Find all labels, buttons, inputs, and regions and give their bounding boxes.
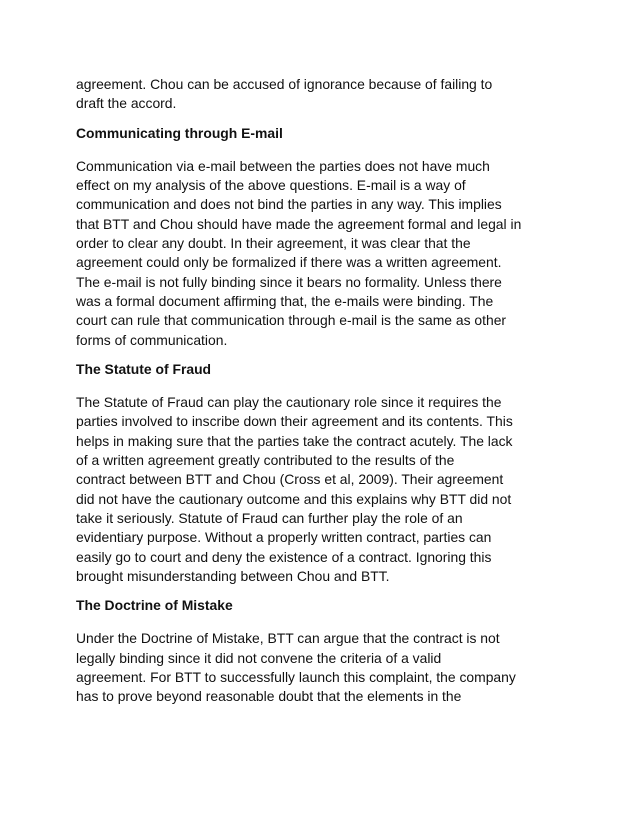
section-heading-statute: The Statute of Fraud [76, 360, 212, 377]
text-line: take it seriously. Statute of Fraud can further play the role of an [76, 509, 463, 526]
text-line: was a formal document affirming that, the e-mails were binding. The [76, 292, 494, 309]
text-line: evidentiary purpose. Without a properly written contract, parties can [76, 529, 492, 546]
text-line: draft the accord. [76, 95, 177, 112]
text-line: The e-mail is not fully binding since it bears no formality. Unless there [76, 273, 502, 290]
text-line: did not have the cautionary outcome and this explains why BTT did not [76, 490, 512, 507]
text-line: agreement could only be formalized if there was a written agreement. [76, 254, 502, 271]
section-paragraph-mistake [76, 629, 566, 706]
text-line: forms of communication. [76, 331, 228, 348]
intro-paragraph [76, 75, 566, 114]
text-line: communication and does not bind the parties in any way. This implies [76, 196, 502, 213]
text-line: has to prove beyond reasonable doubt that the elements in the [76, 688, 462, 705]
text-line: parties involved to inscribe down their agreement and its contents. This [76, 413, 513, 430]
text-line: effect on my analysis of the above questions. E-mail is a way of [76, 177, 466, 194]
section-paragraph-email [76, 157, 566, 350]
section-paragraph-statute [76, 393, 566, 586]
text-line: legally binding since it did not convene the criteria of a valid [76, 649, 442, 666]
text-line: order to clear any doubt. In their agreement, it was clear that the [76, 235, 471, 252]
text-line: agreement. Chou can be accused of ignorance because of failing to [76, 76, 493, 92]
text-line: agreement. For BTT to successfully launch this complaint, the company [76, 669, 516, 686]
text-line: easily go to court and deny the existence of a contract. Ignoring this [76, 548, 492, 565]
text-line: Under the Doctrine of Mistake, BTT can argue that the contract is not [76, 630, 500, 647]
text-line: Communication via e-mail between the parties does not have much [76, 157, 490, 174]
text-line: court can rule that communication through e-mail is the same as other [76, 312, 507, 329]
text-line: contract between BTT and Chou (Cross et al, 2009). Their agreement [76, 471, 504, 488]
text-line: helps in making sure that the parties take the contract acutely. The lack [76, 432, 513, 449]
text-line: that BTT and Chou should have made the agreement formal and legal in [76, 215, 522, 232]
document-page [76, 75, 566, 707]
text-line: brought misunderstanding between Chou and BTT. [76, 567, 390, 584]
text-line: of a written agreement greatly contributed to the results of the [76, 452, 455, 469]
section-heading-mistake: The Doctrine of Mistake [76, 597, 233, 614]
text-line: The Statute of Fraud can play the cautionary role since it requires the [76, 394, 502, 411]
section-heading-email: Communicating through E-mail [76, 124, 283, 141]
